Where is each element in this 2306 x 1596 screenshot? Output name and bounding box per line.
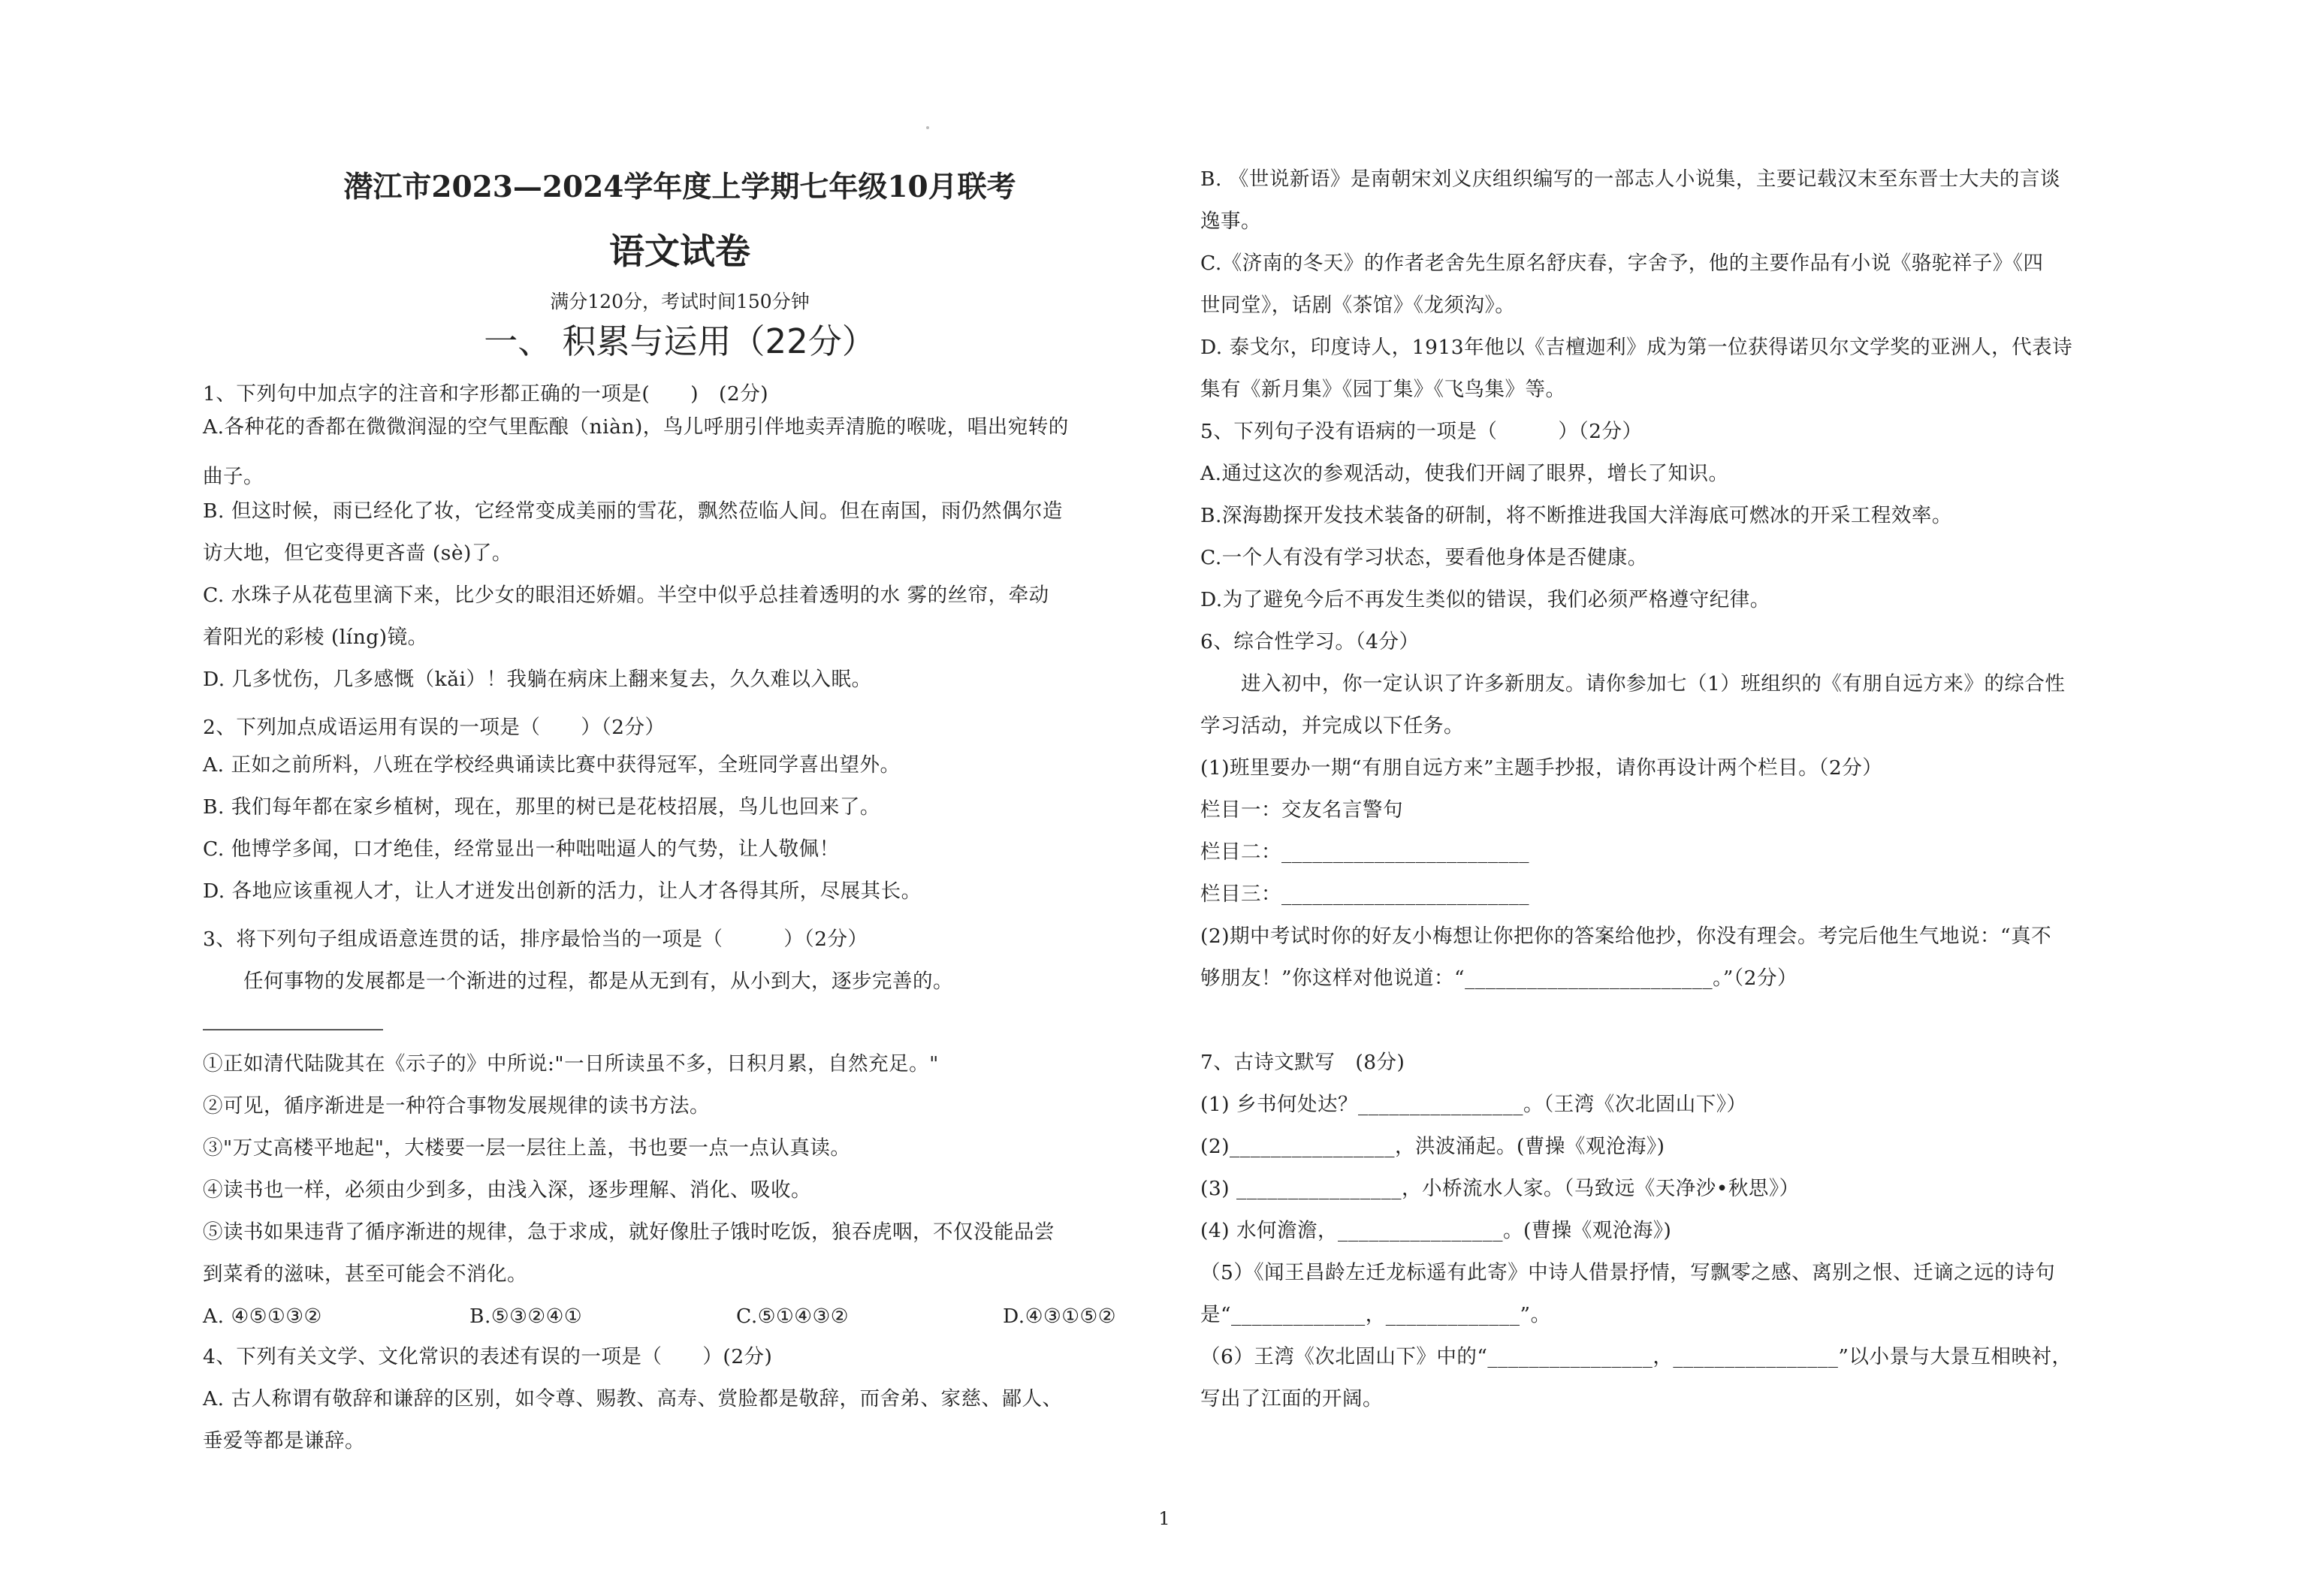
q2-option-c: C. 他博学多闻，口才绝佳，经常显出一种咄咄逼人的气势，让人敬佩！: [203, 837, 840, 861]
q6-column-3: 栏目三：________________________: [1200, 882, 1529, 906]
question-4: 4、下列有关文学、文化常识的表述有误的一项是（ ）(2分): [203, 1345, 773, 1368]
q7-item-2: (2)________________，洪波涌起。(曹操《观沧海》): [1200, 1135, 1665, 1158]
q4-option-c: C.《济南的冬天》的作者老舍先生原名舒庆春，字舍予，他的主要作品有小说《骆驼祥子》《四: [1200, 252, 2044, 275]
q6-column-1: 栏目一：交友名言警句: [1200, 798, 1403, 822]
q7-item-6: （6）王湾《次北固山下》中的“________________，________________”以小景与大景互相映衬，: [1200, 1345, 2072, 1368]
q1-option-a-cont: 曲子。: [203, 465, 264, 488]
q5-option-d: D.为了避免今后不再发生类似的错误，我们必须严格遵守纪律。: [1200, 588, 1770, 611]
question-6: 6、综合性学习。（4分）: [1200, 630, 1420, 653]
q3-sentence-1: ①正如清代陆陇其在《示子的》中所说:"一日所读虽不多，日积月累，自然充足。": [203, 1052, 939, 1076]
q6-task-2-cont: 够朋友！”你这样对他说道：“________________________。”（2分）: [1200, 967, 1798, 990]
q2-option-b: B. 我们每年都在家乡植树，现在，那里的树已是花枝招展，鸟儿也回来了。: [203, 795, 880, 819]
q3-choice-b: B.⑤③②④①: [469, 1305, 583, 1328]
q3-sentence-3: ③"万丈高楼平地起"，大楼要一层一层往上盖，书也要一点一点认真读。: [203, 1136, 851, 1160]
q7-item-6-cont: 写出了江面的开阔。: [1200, 1387, 1383, 1410]
q7-item-4: (4) 水何澹澹，________________。(曹操《观沧海》): [1200, 1219, 1672, 1242]
q6-intro-cont: 学习活动，并完成以下任务。: [1200, 714, 1464, 738]
page-number: 1: [1158, 1508, 1170, 1529]
question-5: 5、下列句子没有语病的一项是（ ）（2分）: [1200, 420, 1643, 443]
question-3: 3、将下列句子组成语意连贯的话，排序最恰当的一项是（ ）（2分）: [203, 928, 868, 951]
q1-option-b: B. 但这时候，雨已经化了妆，它经常变成美丽的雪花，飘然莅临人间。但在南国，雨仍然偶尔造: [203, 499, 1063, 523]
q3-choices: [203, 1304, 1116, 1329]
question-1: 1、下列句中加点字的注音和字形都正确的一项是( ) (2分): [203, 382, 769, 406]
scan-mark: [926, 126, 929, 129]
q6-intro: 进入初中，你一定认识了许多新朋友。请你参加七（1）班组织的《有朋自远方来》的综合性: [1200, 672, 2066, 695]
q3-choice-a: A. ④⑤①③②: [203, 1305, 322, 1328]
q7-item-5-cont: 是“_____________，_____________”。: [1200, 1303, 1551, 1326]
q7-item-5: （5）《闻王昌龄左迁龙标遥有此寄》中诗人借景抒情，写飘零之感、离别之恨、迁谪之远的诗句: [1200, 1261, 2056, 1284]
exam-title: 潜江市2023—2024学年度上学期七年级10月联考: [343, 170, 1016, 204]
q1-option-c: C. 水珠子从花苞里滴下来，比少女的眼泪还娇媚。半空中似乎总挂着透明的水 雾的丝帘，牵动: [203, 584, 1049, 607]
q6-column-2: 栏目二：________________________: [1200, 840, 1529, 864]
q1-option-d: D. 几多忧伤，几多感慨（kǎi）！我躺在病床上翻来复去，久久难以入眠。: [203, 668, 872, 691]
q4-option-c-cont: 世同堂》，话剧《茶馆》《龙须沟》。: [1200, 294, 1516, 317]
q2-option-a: A. 正如之前所料，八班在学校经典诵读比赛中获得冠军，全班同学喜出望外。: [203, 753, 901, 777]
q4-option-d-cont: 集有《新月集》《园丁集》《飞鸟集》等。: [1200, 378, 1566, 401]
q6-task-2: (2)期中考试时你的好友小梅想让你把你的答案给他抄，你没有理会。考完后他生气地说：“真不: [1200, 925, 2052, 948]
q3-sentence-2: ②可见，循序渐进是一种符合事物发展规律的读书方法。: [203, 1094, 710, 1118]
section-heading: 一、 积累与运用（22分）: [484, 321, 876, 361]
question-2: 2、下列加点成语运用有误的一项是（ ）（2分）: [203, 716, 666, 739]
q1-option-a: A.各种花的香都在微微润湿的空气里酝酿（niàn)，鸟儿呼朋引伴地卖弄清脆的喉咙，唱出宛转的: [203, 415, 1069, 439]
q3-choice-c: C.⑤①④③②: [736, 1305, 850, 1328]
q1-option-c-cont: 着阳光的彩棱 (líng)镜。: [203, 626, 428, 649]
q4-option-a-cont: 垂爱等都是谦辞。: [203, 1429, 365, 1453]
exam-subject: 语文试卷: [609, 231, 750, 273]
q3-choice-d: D.④③①⑤②: [1003, 1305, 1117, 1328]
q4-option-b: B. 《世说新语》是南朝宋刘义庆组织编写的一部志人小说集，主要记载汉末至东晋士大夫的言谈: [1200, 167, 2060, 191]
question-7: 7、古诗文默写 (8分): [1200, 1051, 1405, 1074]
q1-option-b-cont: 访大地，但它变得更吝啬 (sè)了。: [203, 542, 512, 565]
q4-option-a: A. 古人称谓有敬辞和谦辞的区别，如令尊、赐教、高寿、赏脸都是敬辞，而舍弟、家慈、鄙人、: [203, 1387, 1063, 1410]
q7-item-3: (3) ________________，小桥流水人家。（马致远《天净沙•秋思》）: [1200, 1177, 1800, 1200]
q3-sentence-5: ⑤读书如果违背了循序渐进的规律，急于求成，就好像肚子饿时吃饭，狼吞虎咽，不仅没能品尝: [203, 1220, 1055, 1244]
q3-sentence-4: ④读书也一样，必须由少到多，由浅入深，逐步理解、消化、吸收。: [203, 1178, 811, 1202]
q3-sentence-5-cont: 到菜肴的滋味，甚至可能会不消化。: [203, 1263, 527, 1286]
q5-option-c: C.一个人有没有学习状态，要看他身体是否健康。: [1200, 546, 1648, 569]
q5-option-a: A.通过这次的参观活动，使我们开阔了眼界，增长了知识。: [1200, 462, 1729, 485]
q4-option-b-cont: 逸事。: [1200, 210, 1261, 233]
q7-item-1: (1) 乡书何处达？________________。（王湾《次北固山下》）: [1200, 1093, 1747, 1116]
q4-option-d: D. 泰戈尔，印度诗人，1913年他以《吉檀迦利》成为第一位获得诺贝尔文学奖的亚洲人，代表诗: [1200, 336, 2073, 359]
exam-info: 满分120分，考试时间150分钟: [550, 291, 810, 312]
q6-task-1: (1)班里要办一期“有朋自远方来”主题手抄报，请你再设计两个栏目。（2分）: [1200, 756, 1883, 780]
q5-option-b: B.深海勘探开发技术装备的研制，将不断推进我国大洋海底可燃冰的开采工程效率。: [1200, 504, 1952, 527]
q3-answer-blank: [203, 1029, 383, 1030]
q3-lead-sentence: 任何事物的发展都是一个渐进的过程，都是从无到有，从小到大，逐步完善的。: [203, 970, 953, 993]
q2-option-d: D. 各地应该重视人才，让人才迸发出创新的活力，让人才各得其所，尽展其长。: [203, 879, 922, 903]
